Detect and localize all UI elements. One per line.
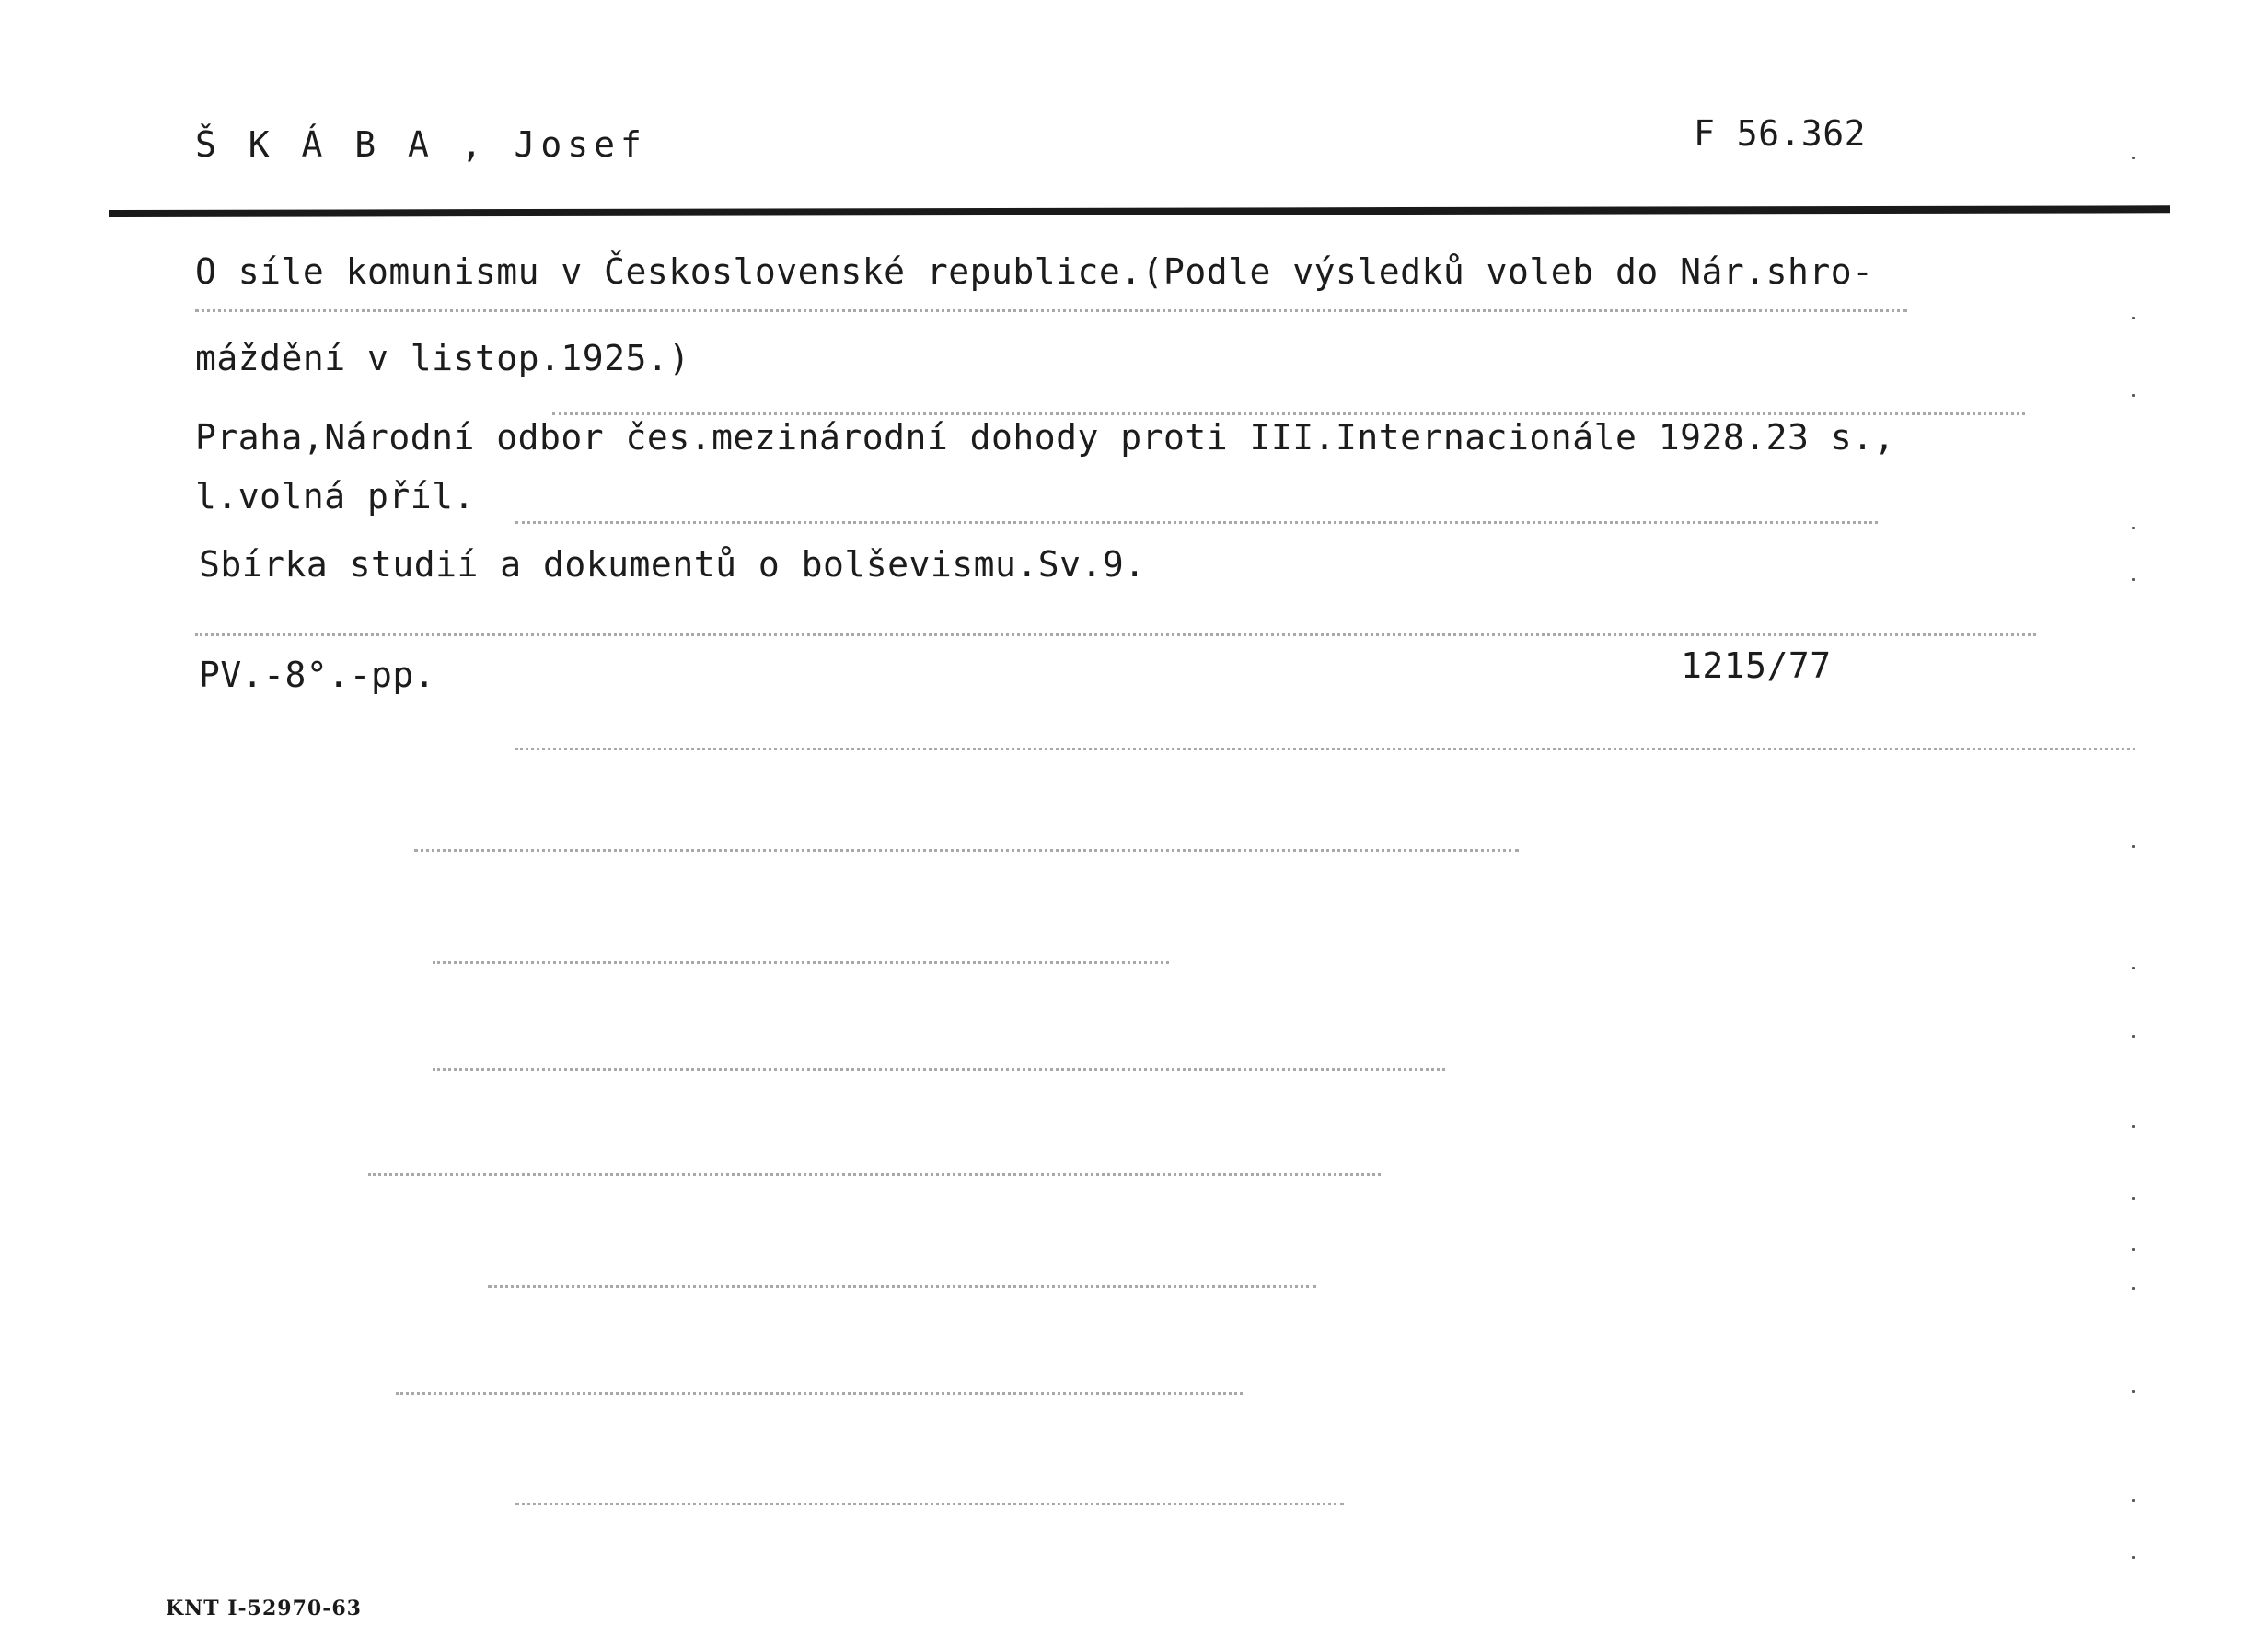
card-print-code: KNT I-52970-63 (166, 1596, 362, 1620)
edge-mark (2132, 157, 2135, 159)
edge-mark (2132, 1287, 2135, 1290)
imprint-line-1: Praha,Národní odbor čes.mezinárodní dohody proti III.Internacionále 1928.23 s., (195, 417, 1895, 458)
guide-line (515, 1503, 1344, 1505)
edge-mark (2132, 527, 2135, 529)
series-statement: Sbírka studií a dokumentů o bolševismu.Sv.9. (199, 544, 1146, 585)
imprint-line-2: l.volná příl. (195, 476, 475, 517)
guide-line (195, 309, 1907, 312)
guide-line (195, 633, 2036, 636)
header-rule (109, 205, 2170, 217)
author-heading: Š K Á B A , Josef (195, 124, 647, 165)
edge-mark (2132, 967, 2135, 969)
guide-line (414, 849, 1519, 852)
edge-mark (2132, 394, 2135, 397)
guide-line (515, 748, 2135, 750)
edge-mark (2132, 1125, 2135, 1128)
call-number: F 56.362 (1694, 113, 1867, 154)
guide-line (368, 1173, 1381, 1176)
guide-line (552, 412, 2025, 415)
guide-line (433, 1068, 1445, 1071)
edge-mark (2132, 845, 2135, 848)
edge-mark (2132, 1035, 2135, 1038)
title-line-1: O síle komunismu v Československé republice.(Podle výsledků voleb do Nár.shro- (195, 251, 1874, 292)
guide-line (433, 961, 1169, 964)
guide-line (488, 1285, 1316, 1288)
title-line-2: máždění v listop.1925.) (195, 338, 690, 378)
edge-mark (2132, 317, 2135, 319)
edge-mark (2132, 1197, 2135, 1200)
edge-mark (2132, 578, 2135, 581)
guide-line (396, 1392, 1243, 1395)
edge-mark (2132, 1248, 2135, 1251)
guide-line (515, 521, 1878, 524)
format-note: PV.-8°.-pp. (199, 655, 436, 695)
accession-number: 1215/77 (1681, 645, 1832, 686)
edge-mark (2132, 1390, 2135, 1393)
edge-mark (2132, 1499, 2135, 1502)
edge-mark (2132, 1556, 2135, 1559)
